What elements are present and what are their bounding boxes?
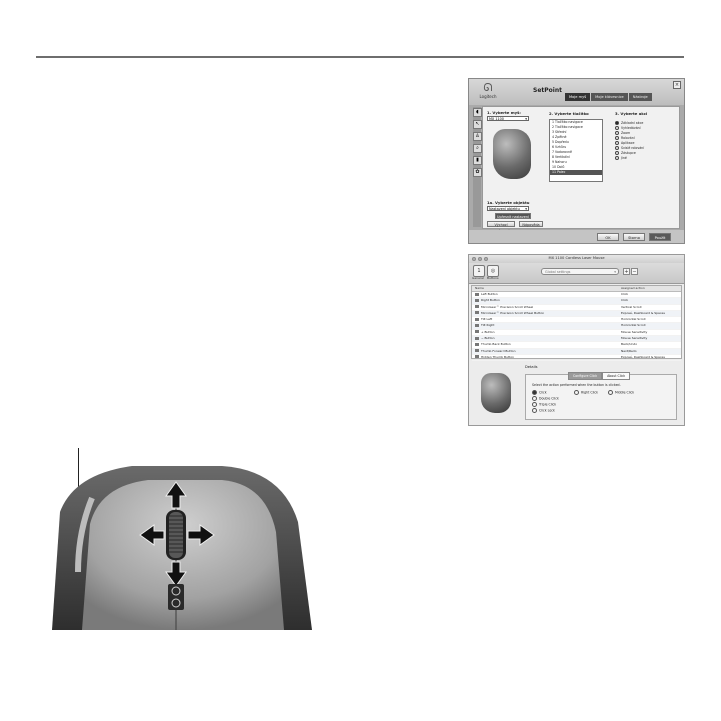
mouse-icon[interactable]: ◖ — [473, 108, 482, 117]
tab-configure-click[interactable]: Configure Click — [568, 372, 602, 380]
setpoint-sidebar — [473, 107, 481, 227]
pointer-icon[interactable]: ↖ — [473, 120, 482, 129]
zoom-icon[interactable]: ⌕ — [473, 144, 482, 153]
device-select[interactable]: MX 1100 ▾ — [487, 116, 529, 121]
button-icon — [475, 330, 479, 333]
buttons-icon[interactable]: ◎ — [487, 265, 499, 277]
apply-button[interactable]: Použít — [649, 233, 671, 241]
button-table — [471, 285, 682, 359]
list-item[interactable]: 4 Zpětné — [552, 135, 567, 139]
table-row[interactable]: Thumb Forward Button Next/Redo — [472, 349, 681, 355]
tab-tools[interactable]: Nástroje — [629, 93, 652, 101]
step2-label: 2. Vyberte tlačítko — [549, 111, 589, 116]
option-click-lock[interactable]: Click Lock — [532, 408, 555, 413]
button-list[interactable] — [549, 119, 603, 182]
button-icon — [475, 324, 479, 327]
header-rule — [36, 56, 684, 58]
close-icon[interactable]: × — [674, 82, 680, 88]
setpoint-panel — [482, 106, 680, 229]
button-icon — [475, 349, 479, 352]
list-item[interactable]: 8 Vertikální — [552, 155, 570, 159]
general-icon[interactable]: 1 — [473, 265, 485, 277]
button-icon — [475, 311, 479, 314]
remove-button[interactable]: − — [632, 269, 637, 275]
column-action[interactable]: Assigned action — [621, 286, 645, 290]
action-option[interactable]: Svislé rolování — [615, 146, 644, 151]
list-item[interactable]: 6 Vzhůru — [552, 145, 567, 149]
list-item[interactable]: 3 Střední — [552, 130, 567, 134]
column-name[interactable]: Name — [475, 286, 484, 290]
logitech-logo: ᘏ Logitech — [479, 81, 497, 99]
general-label[interactable]: General — [472, 276, 484, 280]
button-icon — [475, 305, 479, 308]
cancel-button[interactable]: Storno — [623, 233, 645, 241]
details-box — [525, 374, 677, 420]
action-radios — [615, 121, 644, 161]
mouse-top-illustration — [52, 452, 312, 630]
buttons-label[interactable]: Buttons — [487, 276, 499, 280]
list-item[interactable]: 2 Tlačítko navigace — [552, 125, 583, 129]
table-row[interactable]: MicroGear™ Precision Scroll Wheel Vertical Scroll — [472, 305, 681, 311]
step3-label: 3. Vyberte akci — [615, 111, 648, 116]
scroll-wheel-grip — [169, 512, 183, 558]
mac-toolbar — [469, 263, 684, 284]
zoom-button — [168, 584, 184, 610]
list-item[interactable]: 10 Dolů — [552, 165, 565, 169]
ok-button[interactable]: OK — [597, 233, 619, 241]
setpoint-header — [469, 79, 684, 105]
tab-about-click[interactable]: About Click — [602, 372, 630, 380]
button-icon — [475, 299, 479, 302]
object-select[interactable]: Nastavení objektu ▾ — [487, 206, 529, 211]
table-row[interactable]: Thumb Back Button Back/Undo — [472, 342, 681, 348]
table-row[interactable]: Left Button Click — [472, 292, 681, 298]
list-item[interactable]: 7 Vodorovně — [552, 150, 572, 154]
button-icon — [475, 318, 479, 321]
button-icon — [475, 343, 479, 346]
tab-my-mouse[interactable]: Moje myš — [565, 93, 590, 101]
action-option[interactable]: Aplikace — [615, 141, 644, 146]
battery-icon[interactable]: ▮ — [473, 156, 482, 165]
tab-my-keyboard[interactable]: Moje klávesnice — [591, 93, 628, 101]
help-button[interactable]: Nápověda — [519, 221, 543, 227]
table-row[interactable]: Tilt Right Horizontal Scroll — [472, 323, 681, 329]
setpoint-mouse-image — [493, 129, 531, 179]
settings-select[interactable]: Global settings ▾ — [541, 268, 619, 275]
table-row[interactable]: Tilt Left Horizontal Scroll — [472, 317, 681, 323]
action-option[interactable]: Zástupce — [615, 151, 644, 156]
option-triple-click[interactable]: Triple Click — [532, 402, 556, 407]
step1-label: 1. Vyberte myš: — [487, 110, 521, 115]
action-option[interactable]: Zoom — [615, 131, 644, 136]
table-row[interactable]: + Button Mouse Sensitivity — [472, 330, 681, 336]
add-button[interactable]: + — [624, 269, 629, 275]
mac-titlebar — [469, 255, 684, 263]
action-option[interactable]: Jiné — [615, 156, 644, 161]
setpoint-footer — [469, 230, 684, 243]
button-icon — [475, 355, 479, 358]
details-segments — [568, 372, 630, 380]
advanced-settings-button[interactable]: Upřesnit nastavení — [495, 213, 531, 219]
settings-icon[interactable]: ✿ — [473, 168, 482, 177]
list-item[interactable]: 1 Tlačítko navigace — [552, 120, 583, 124]
step1a-label: 1a. Vyberte objektu — [487, 200, 530, 205]
action-option[interactable]: Rolování — [615, 136, 644, 141]
setpoint-window — [468, 78, 685, 244]
list-item[interactable]: 5 Dopředu — [552, 140, 569, 144]
setpoint-title: SetPoint — [533, 87, 562, 94]
action-option[interactable]: Základní akce — [615, 121, 644, 126]
table-row[interactable]: MicroGear™ Precision Scroll Wheel Button Exposé, Dashboard & Spaces — [472, 311, 681, 317]
option-middle-click[interactable]: Middle Click — [608, 390, 634, 395]
defaults-button[interactable]: Výchozí — [487, 221, 515, 227]
option-right-click[interactable]: Right Click — [574, 390, 598, 395]
table-row[interactable]: Right Button Click — [472, 298, 681, 304]
list-item-selected[interactable]: 11 Palec — [550, 170, 602, 175]
details-label: Details — [525, 365, 538, 369]
mac-prefs-window — [468, 254, 685, 426]
setpoint-tabs — [565, 93, 652, 101]
details-description: Select the action performed when the button is clicked. — [532, 383, 621, 387]
button-icon — [475, 337, 479, 340]
table-row[interactable]: Hidden Thumb Button Exposé, Dashboard & Spaces — [472, 355, 681, 361]
game-icon[interactable]: ♙ — [473, 132, 482, 141]
mac-mouse-image — [481, 373, 511, 413]
option-double-click[interactable]: Double Click — [532, 396, 559, 401]
button-icon — [475, 293, 479, 296]
action-option[interactable]: Vyhledávání — [615, 126, 644, 131]
mac-window-title: MX 1100 Cordless Laser Mouse — [548, 256, 605, 260]
list-item[interactable]: 9 Nahoru — [552, 160, 567, 164]
option-click[interactable]: Click — [532, 390, 547, 395]
table-row[interactable]: − Button Mouse Sensitivity — [472, 336, 681, 342]
